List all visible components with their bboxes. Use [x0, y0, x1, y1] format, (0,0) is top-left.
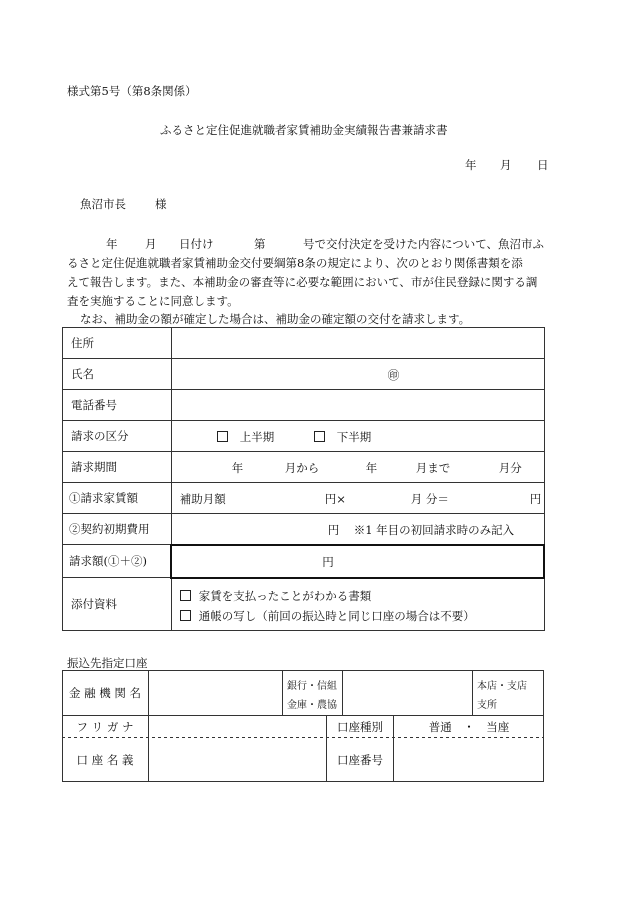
form-number: 様式第5号（第8条関係） — [67, 84, 197, 98]
intro-line5: なお、補助金の額が確定した場合は、補助金の確定額の交付を請求します。 — [80, 312, 471, 326]
bank-heading: 振込先指定口座 — [67, 656, 148, 670]
report-table — [62, 327, 545, 631]
branch-name-field[interactable] — [343, 670, 472, 715]
rent-yen: 円 — [529, 492, 542, 506]
holder-label: 口 座 名 義 — [76, 753, 134, 767]
period-year2: 年 — [365, 461, 378, 475]
intro-year: 年 — [106, 237, 118, 251]
attach-item-passbook[interactable] — [180, 608, 475, 624]
period-from: 月から — [284, 461, 320, 475]
date-year: 年 — [465, 158, 477, 172]
bank-types-line1: 銀行・信組 — [287, 681, 337, 692]
account-type-options[interactable]: 普通 ・ 当座 — [428, 719, 510, 734]
initial-yen: 円 — [327, 523, 340, 537]
total-yen: 円 — [322, 554, 334, 569]
phone-label: 電話番号 — [71, 398, 117, 412]
period-year1: 年 — [231, 461, 244, 475]
second-half-option[interactable] — [314, 429, 372, 445]
branch-line2: 支所 — [477, 700, 497, 711]
period-label: 請求期間 — [71, 460, 117, 474]
intro-line1-rest: 号で交付決定を受けた内容について、魚沼市ふ — [303, 237, 545, 251]
total-label-cell — [63, 545, 172, 578]
initial-note: ※1 年目の初回請求時のみ記入 — [353, 523, 515, 537]
attach-field — [171, 578, 544, 631]
furigana-label: フ リ ガ ナ — [76, 719, 134, 734]
address-field[interactable] — [171, 328, 544, 359]
period-months: 月分 — [498, 461, 522, 475]
period-label-cell — [63, 452, 172, 483]
rent-monthly-label: 補助月額 — [179, 492, 226, 506]
intro-day: 日付け — [179, 237, 214, 251]
institution-label: 金 融 機 関 名 — [68, 685, 142, 700]
category-label-cell — [63, 421, 172, 452]
first-half-checkbox[interactable] — [217, 431, 228, 442]
intro-line3: えて報告します。また、本補助金の審査等に必要な範囲において、市が住民登録に関する調 — [67, 275, 538, 289]
furigana-field[interactable] — [149, 716, 326, 737]
initial-label-cell — [63, 514, 172, 545]
second-half-checkbox[interactable] — [314, 431, 325, 442]
name-field[interactable] — [171, 359, 544, 390]
attach-passbook-label: 通帳の写し（前回の振込時と同じ口座の場合は不要） — [198, 608, 475, 623]
account-number-field[interactable] — [394, 738, 544, 782]
intro-line2: るさと定住促進就職者家賃補助金交付要綱第8条の規定により、次のとおり関係書類を添 — [67, 256, 523, 270]
address-label-cell — [63, 328, 172, 359]
phone-label-cell — [63, 390, 172, 421]
category-label: 請求の区分 — [71, 429, 129, 443]
rent-label: ①請求家賃額 — [69, 491, 138, 505]
period-field[interactable] — [171, 452, 544, 483]
attach-item-receipts[interactable] — [180, 588, 372, 604]
addressee: 魚沼市長 — [80, 197, 126, 211]
phone-field[interactable] — [171, 390, 544, 421]
category-field — [171, 421, 544, 452]
period-until: 月まで — [415, 461, 451, 475]
attach-label: 添付資料 — [71, 597, 117, 611]
addressee-honorific: 様 — [155, 197, 167, 211]
second-half-label: 下半期 — [336, 430, 372, 444]
first-half-label: 上半期 — [239, 430, 275, 444]
seal-mark: ㊞ — [387, 368, 400, 382]
intro-month: 月 — [145, 237, 157, 251]
name-label-cell — [63, 359, 172, 390]
rent-months-eq: 月 分＝ — [410, 492, 449, 506]
total-label: 請求額(①＋②) — [69, 554, 147, 568]
name-label: 氏名 — [71, 367, 94, 381]
initial-field[interactable] — [171, 514, 544, 545]
institution-name-field[interactable] — [149, 670, 282, 715]
holder-field[interactable] — [149, 738, 326, 782]
first-half-option[interactable] — [217, 429, 275, 445]
bank-types-line2: 金庫・農協 — [287, 700, 337, 711]
address-label: 住所 — [71, 336, 94, 350]
attach-passbook-checkbox[interactable] — [180, 610, 191, 621]
intro-dai: 第 — [254, 237, 266, 251]
rent-label-cell — [63, 483, 172, 514]
total-field[interactable] — [171, 545, 544, 578]
intro-line4: 査を実施することに同意します。 — [67, 294, 239, 308]
initial-label: ②契約初期費用 — [69, 522, 150, 536]
rent-field[interactable] — [171, 483, 544, 514]
attach-receipts-checkbox[interactable] — [180, 590, 191, 601]
bank-table — [62, 670, 544, 782]
branch-line1: 本店・支店 — [477, 681, 527, 692]
account-number-label: 口座番号 — [337, 753, 383, 767]
rent-yen-times: 円× — [324, 492, 346, 506]
attach-receipts-label: 家賃を支払ったことがわかる書類 — [198, 588, 372, 603]
date-day: 日 — [537, 158, 549, 172]
attach-label-cell — [63, 578, 172, 631]
date-month: 月 — [500, 158, 512, 172]
account-type-label: 口座種別 — [337, 719, 383, 734]
form-title: ふるさと定住促進就職者家賃補助金実績報告書兼請求書 — [160, 123, 448, 137]
